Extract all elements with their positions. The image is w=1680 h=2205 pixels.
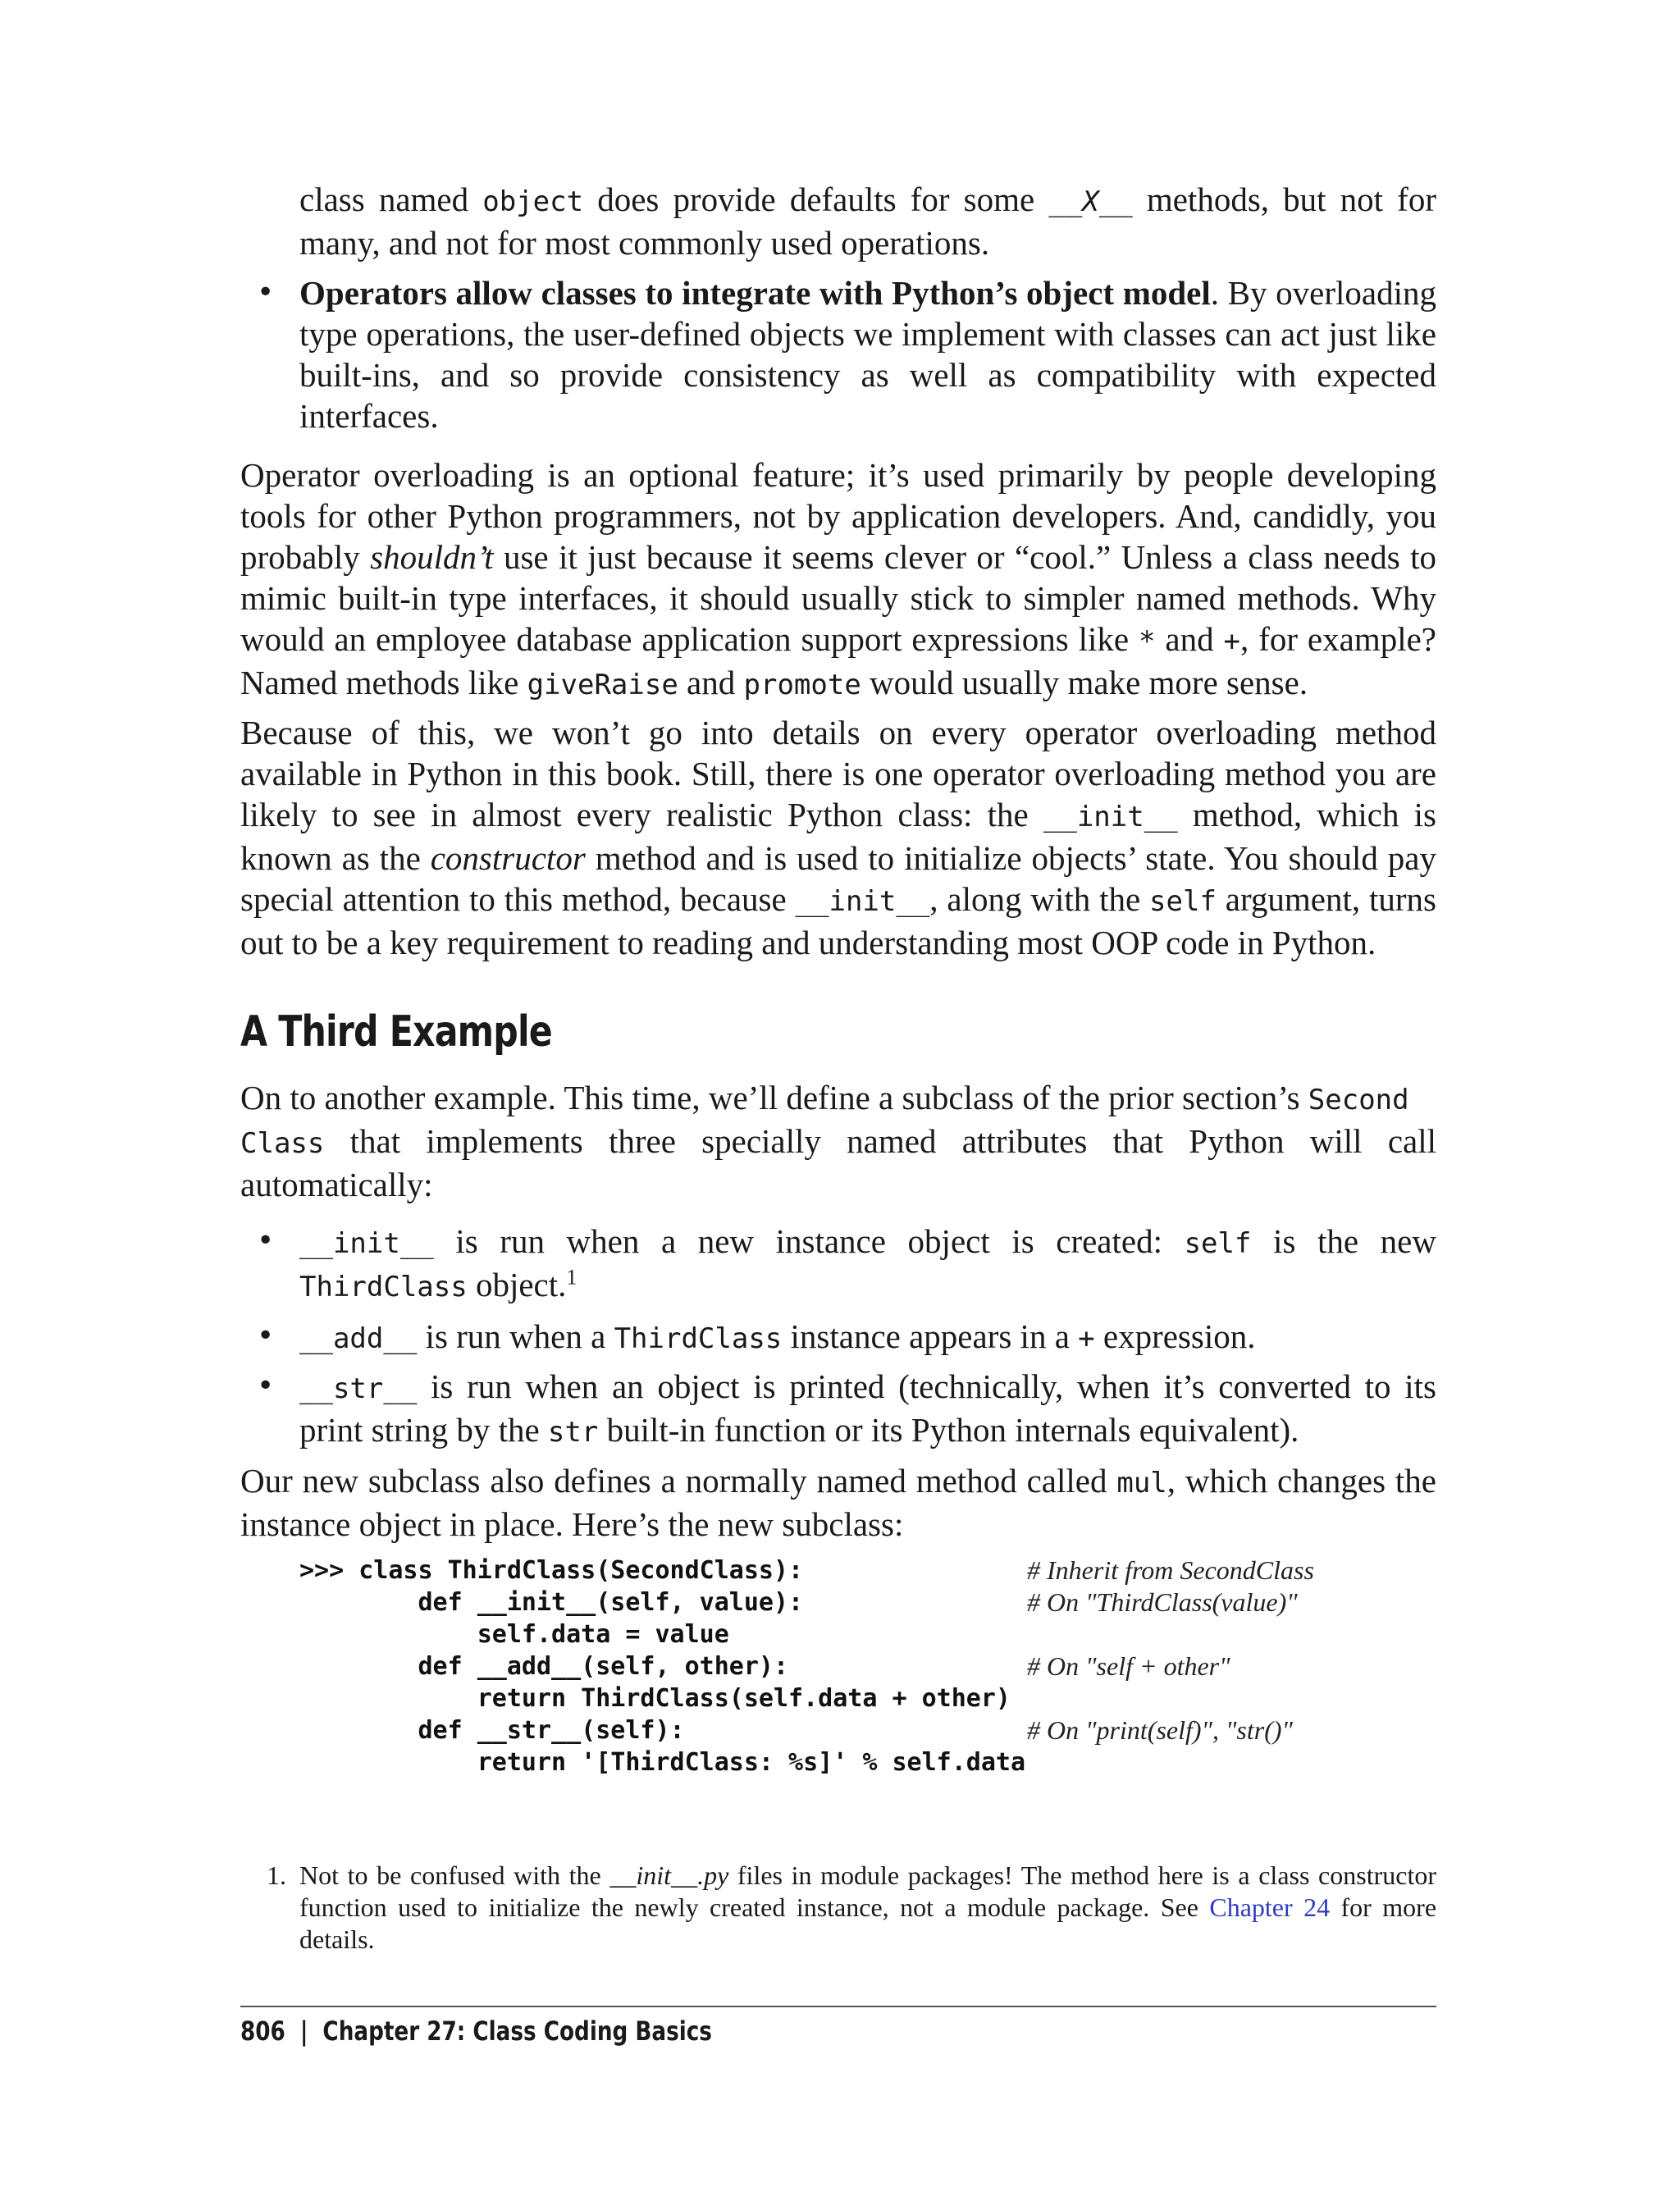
text-run: . By overloading type operations, the user-defined objects we implement with classes can act just like built-ins, and so provide consistency as well as compatibility with expected interfaces. <box>299 274 1436 435</box>
bullet-marker: • <box>257 1319 275 1353</box>
code-comment: # On "self + other" <box>1027 1651 1230 1681</box>
page-number: 806 <box>240 2016 285 2047</box>
text-run: Because of this, we won’t go into details on every operator overloading method available in Python in this book. Still, there is one operator overloading method you are likely to see in almost every realistic Python class: the <box>240 714 1436 833</box>
emphasis: __init__.py <box>609 1860 729 1890</box>
text-run: method and is used to initialize objects’ state. You should pay special attention to this method, because <box>240 839 1436 918</box>
emphasis: shouldn’t <box>370 538 494 576</box>
text-run: files in module packages! The method here is a class constructor function used to initialize the newly created instance, not a module package. See <box>299 1860 1437 1922</box>
inline-code: self <box>1149 885 1217 918</box>
footnote-number: 1. <box>267 1860 286 1890</box>
paragraph-constructor <box>240 712 1436 963</box>
text-run: Operator overloading is an optional feature; it’s used primarily by people developing tools for other Python programmers, not by application developers. And, candidly, you probably <box>240 456 1436 576</box>
chapter-title: Chapter 27: Class Coding Basics <box>322 2016 712 2047</box>
inline-code: mul <box>1116 1467 1167 1500</box>
text-run: is run when a new instance object is created: <box>433 1222 1185 1260</box>
code-line <box>299 1586 1436 1618</box>
text-run: that implements three specially named attributes that Python will call automatically: <box>240 1122 1436 1203</box>
code-line <box>299 1682 1436 1714</box>
text-run: would usually make more sense. <box>861 664 1308 701</box>
text-run: On to another example. This time, we’ll define a subclass of the prior section’s <box>240 1079 1308 1116</box>
text-run: and <box>678 664 744 701</box>
emphasis: constructor <box>430 839 586 877</box>
bullet-str <box>257 1366 1436 1453</box>
inline-code: __X__ <box>1048 185 1133 218</box>
bullet-operators <box>257 272 1436 436</box>
text-run: argument, turns out to be a key requirement to reading and understanding most OOP code in Python. <box>240 880 1436 961</box>
text-run: , along with the <box>929 880 1150 918</box>
inline-code: __init__ <box>1043 801 1178 833</box>
text-run: is the new <box>1251 1222 1436 1260</box>
code-listing <box>299 1554 1436 1778</box>
code-comment: # On "print(self)", "str()" <box>1027 1715 1293 1745</box>
text-run: methods, but not for many, and not for most commonly used operations. <box>299 180 1436 262</box>
text-run: for more details. <box>299 1892 1437 1954</box>
bullet-continuation <box>299 179 1436 263</box>
bullet-marker: • <box>257 1224 275 1258</box>
paragraph-operator-overloading <box>240 454 1436 705</box>
code-line <box>299 1618 1436 1650</box>
text-run: , which changes the instance object in place. Here’s the new subclass: <box>240 1462 1436 1543</box>
inline-code: __init__ <box>795 885 930 918</box>
code-text: def __init__(self, value): <box>299 1588 804 1617</box>
footer-separator: | <box>299 2016 308 2047</box>
inline-code: ThirdClass <box>299 1271 468 1303</box>
text-run: Not to be confused with the <box>299 1860 610 1890</box>
text-run: expression. <box>1094 1317 1256 1355</box>
inline-code: + <box>1078 1322 1095 1355</box>
footer-rule <box>240 2006 1436 2007</box>
inline-code: ThirdClass <box>614 1322 783 1355</box>
text-run: built-in function or its Python internals equivalent). <box>598 1411 1299 1449</box>
inline-code: __str__ <box>299 1372 418 1405</box>
text-run: does provide defaults for some <box>583 180 1049 218</box>
inline-code: promote <box>743 669 861 701</box>
code-text: self.data = value <box>299 1620 729 1649</box>
footnote-ref[interactable]: 1 <box>566 1265 578 1290</box>
inline-code: __init__ <box>299 1227 434 1260</box>
code-line <box>299 1650 1436 1682</box>
text-run: is run when an object is printed (technically, when it’s converted to its print string by the <box>299 1367 1436 1449</box>
bullet-lead: Operators allow classes to integrate with Python’s object model <box>299 274 1211 312</box>
section-heading: A Third Example <box>240 1007 552 1057</box>
paragraph-third-example-intro <box>240 1077 1436 1205</box>
code-text: >>> class ThirdClass(SecondClass): <box>299 1556 804 1585</box>
code-text: return '[ThirdClass: %s]' % self.data <box>299 1748 1026 1777</box>
running-footer <box>240 2016 712 2047</box>
inline-code: Class <box>240 1127 325 1160</box>
code-line <box>299 1714 1436 1746</box>
bullet-marker: • <box>257 276 275 309</box>
text-run: object. <box>467 1266 567 1303</box>
code-line <box>299 1554 1436 1586</box>
code-line <box>299 1746 1436 1778</box>
bullet-init <box>257 1221 1436 1308</box>
inline-code: + <box>1223 625 1241 658</box>
footnote <box>267 1860 1437 1956</box>
inline-code: Second <box>1308 1084 1409 1116</box>
text-run: method, which is known as the <box>240 796 1436 877</box>
code-text: def __str__(self): <box>299 1716 685 1745</box>
text-run: use it just because it seems clever or “cool.” Unless a class needs to mimic built-in type interfaces, it should usually stick to simpler named methods. Why would an employee database application support expressions like <box>240 538 1437 658</box>
text-run: is run when a <box>417 1317 614 1355</box>
inline-code: str <box>547 1416 599 1449</box>
inline-code: * <box>1139 625 1156 658</box>
code-comment: # On "ThirdClass(value)" <box>1027 1587 1298 1617</box>
code-text: def __add__(self, other): <box>299 1652 789 1681</box>
text-run: Our new subclass also defines a normally named method called <box>240 1462 1117 1500</box>
code-text: return ThirdClass(self.data + other) <box>299 1684 1011 1713</box>
bullet-marker: • <box>257 1369 275 1403</box>
code-comment: # Inherit from SecondClass <box>1027 1555 1314 1585</box>
paragraph-subclass-intro <box>240 1460 1436 1545</box>
inline-code: self <box>1184 1227 1252 1260</box>
text-run: and <box>1155 620 1224 658</box>
inline-code: object <box>482 185 584 218</box>
inline-code: __add__ <box>299 1322 418 1355</box>
text-run: , for example? Named methods like <box>240 620 1436 701</box>
bullet-add <box>257 1316 1436 1359</box>
inline-code: giveRaise <box>527 669 678 701</box>
text-run: class named <box>299 180 483 218</box>
text-run: instance appears in a <box>782 1317 1079 1355</box>
chapter-24-link[interactable]: Chapter 24 <box>1209 1892 1331 1922</box>
